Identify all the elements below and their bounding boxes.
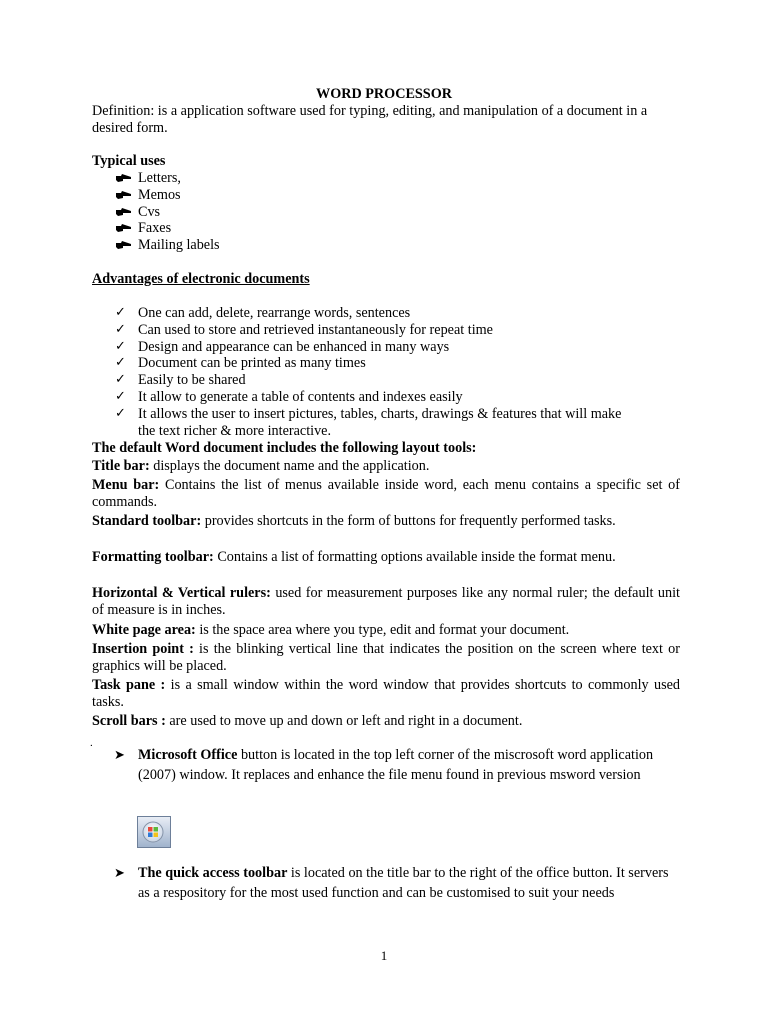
- typical-use-item: [115, 237, 220, 254]
- arrowhead-icon: ➤: [114, 748, 125, 763]
- typical-use-item: [115, 170, 220, 187]
- layout-tool-name: Formatting toolbar:: [92, 549, 214, 565]
- page-number: 1: [380, 948, 388, 963]
- typical-use-item: [115, 204, 220, 221]
- advantage-label: Design and appearance can be enhanced in many ways: [138, 338, 450, 355]
- office-button-icon: [137, 816, 171, 848]
- advantage-label: One can add, delete, rearrange words, sentences: [138, 305, 411, 321]
- checkmark-icon: ✓: [115, 372, 126, 388]
- layout-tool-desc: are used to move up and down or left and right in a document.: [165, 713, 523, 729]
- stray-dot: .: [90, 737, 93, 749]
- layout-tool-desc: is a small window within the word window that provides shortcuts to commonly used tasks.: [92, 677, 681, 710]
- advantage-label: Easily to be shared: [138, 372, 246, 389]
- advantage-last-line1: It allows the user to insert pictures, tables, charts, drawings & features that will make: [138, 406, 622, 422]
- pointing-hand-icon: [115, 207, 133, 217]
- advantage-item: [115, 305, 493, 322]
- pointing-hand-icon: [115, 223, 133, 233]
- checkmark-icon: ✓: [115, 406, 126, 421]
- checkmark-icon: ✓: [115, 338, 126, 354]
- advantages-heading: Advantages of electronic documents: [92, 271, 310, 287]
- layout-tool-item: [92, 513, 680, 530]
- layout-tool-name: Horizontal & Vertical rulers:: [92, 585, 271, 601]
- quick-access-term: The quick access toolbar: [138, 865, 288, 881]
- checkmark-icon: ✓: [115, 388, 126, 404]
- typical-use-label: Cvs: [138, 203, 161, 220]
- office-button-desc: button is located in the top left corner of the miscrosoft word application (2007) window. It replaces and enhance the file menu found in previous msword version: [138, 747, 654, 783]
- layout-tool-item: [92, 622, 680, 639]
- typical-use-label: Faxes: [138, 220, 172, 237]
- layout-tool-name: White page area:: [92, 622, 196, 638]
- layout-tool-desc: is the space area where you type, edit and format your document.: [195, 622, 570, 638]
- advantages-list: [115, 305, 493, 406]
- layout-tool-item: [92, 641, 680, 675]
- advantage-label: Document can be printed as many times: [138, 355, 366, 372]
- layout-tool-item: [92, 458, 680, 475]
- layout-tools-heading: The default Word document includes the following layout tools:: [92, 440, 477, 456]
- checkmark-icon: ✓: [115, 321, 126, 337]
- layout-tool-desc: Contains the list of menus available inside word, each menu contains a specific set of commands.: [92, 477, 680, 510]
- typical-use-item: [115, 220, 220, 237]
- page-title: WORD PROCESSOR: [316, 86, 452, 102]
- advantage-label: Can used to store and retrieved instantaneously for repeat time: [138, 321, 493, 338]
- typical-use-label: Memos: [138, 186, 181, 203]
- checkmark-icon: ✓: [115, 305, 126, 320]
- layout-tool-desc: used for measurement purposes like any normal ruler; the default unit of measure is in inches.: [92, 585, 680, 618]
- office-button-term: Microsoft Office: [138, 747, 238, 763]
- quick-access-desc: is located on the title bar to the right of the office button. It servers as a respository for the most used function and can be customised to suit your needs: [138, 865, 669, 901]
- typical-use-label: Letters,: [138, 170, 181, 186]
- advantage-item: [115, 339, 493, 356]
- layout-tool-item: [92, 713, 680, 730]
- advantage-item: [115, 322, 493, 339]
- layout-tool-name: Standard toolbar:: [92, 513, 202, 529]
- layout-tool-desc: provides shortcuts in the form of buttons for frequently performed tasks.: [201, 513, 616, 529]
- advantage-item: [115, 372, 493, 389]
- typical-use-item: [115, 187, 220, 204]
- layout-tool-desc: displays the document name and the application.: [149, 458, 430, 474]
- advantage-item: [115, 389, 493, 406]
- pointing-hand-icon: [115, 173, 133, 183]
- pointing-hand-icon: [115, 240, 133, 250]
- layout-tool-name: Title bar:: [92, 458, 150, 474]
- typical-uses-list: [115, 170, 220, 254]
- layout-tool-desc: Contains a list of formatting options available inside the format menu.: [213, 549, 616, 565]
- advantage-label: It allow to generate a table of contents and indexes easily: [138, 388, 463, 405]
- definition: Definition: is a application software used for typing, editing, and manipulation of a document in a desired form.: [92, 103, 648, 136]
- layout-tool-item: [92, 549, 680, 566]
- typical-use-label: Mailing labels: [138, 237, 220, 254]
- layout-tool-name: Insertion point :: [92, 641, 194, 657]
- layout-tool-item: [92, 477, 680, 511]
- office-button-paragraph: [138, 746, 678, 785]
- advantage-item: [115, 355, 493, 372]
- layout-tool-name: Menu bar:: [92, 477, 160, 493]
- layout-tool-item: [92, 677, 680, 711]
- pointing-hand-icon: [115, 190, 133, 200]
- layout-tool-item: [92, 585, 680, 619]
- quick-access-paragraph: [138, 864, 678, 903]
- advantage-last-line2: the text richer & more interactive.: [138, 422, 332, 439]
- layout-tool-desc: is the blinking vertical line that indicates the position on the screen where text or graphics will be placed.: [92, 641, 680, 674]
- layout-tool-name: Scroll bars :: [92, 713, 166, 729]
- advantage-last: [115, 406, 685, 440]
- checkmark-icon: ✓: [115, 355, 126, 371]
- layout-tool-name: Task pane :: [92, 677, 166, 693]
- arrowhead-icon: ➤: [114, 866, 125, 881]
- typical-uses-heading: Typical uses: [92, 153, 166, 169]
